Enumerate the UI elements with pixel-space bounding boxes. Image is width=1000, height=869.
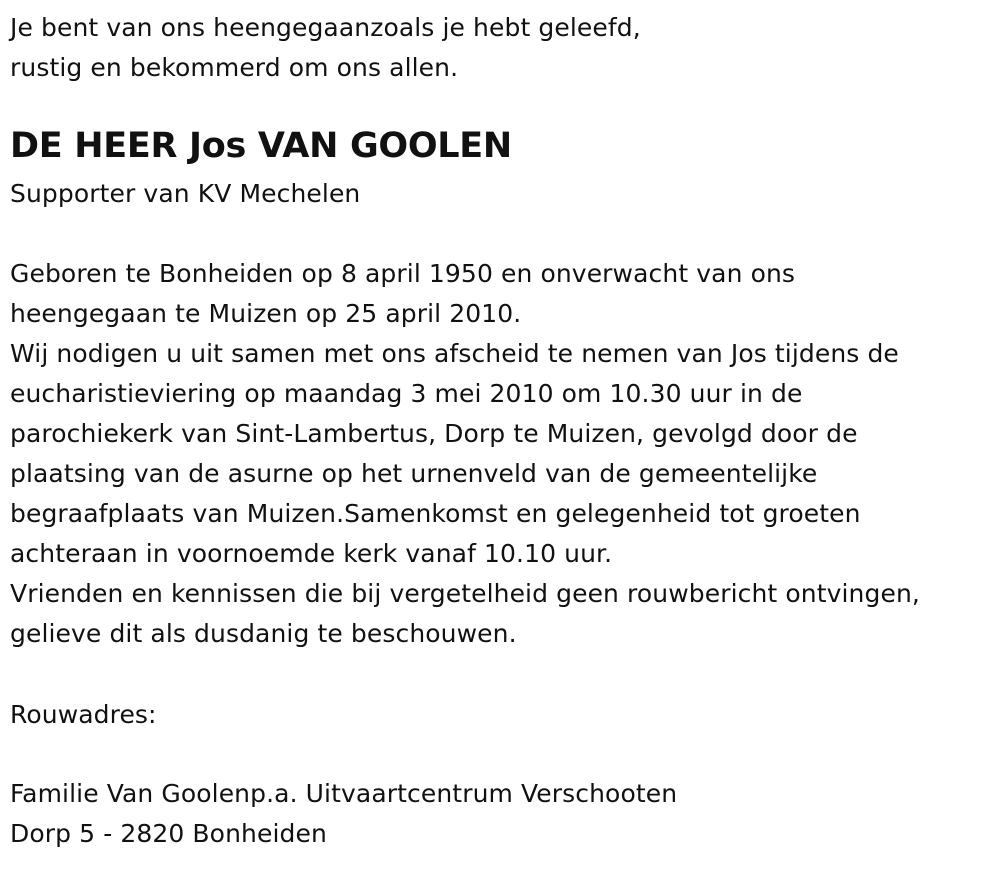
address-line: Familie Van Goolenp.a. Uitvaartcentrum Verschooten bbox=[10, 779, 678, 808]
body-line: gelieve dit als dusdanig te beschouwen. bbox=[10, 619, 517, 648]
mourning-address-label: Rouwadres: bbox=[10, 700, 157, 729]
quote-line: rustig en bekommerd om ons allen. bbox=[10, 53, 459, 82]
body-line: parochiekerk van Sint-Lambertus, Dorp te Muizen, gevolgd door de bbox=[10, 419, 858, 448]
body-line: begraafplaats van Muizen.Samenkomst en gelegenheid tot groeten bbox=[10, 499, 861, 528]
body-line: Vrienden en kennissen die bij vergetelheid geen rouwbericht ontvingen, bbox=[10, 579, 920, 608]
body-line: Geboren te Bonheiden op 8 april 1950 en onverwacht van ons bbox=[10, 259, 796, 288]
body-line: achteraan in voornoemde kerk vanaf 10.10 uur. bbox=[10, 539, 613, 568]
body-line: heengegaan te Muizen op 25 april 2010. bbox=[10, 299, 522, 328]
announcement-text bbox=[10, 254, 920, 654]
deceased-name: DE HEER Jos VAN GOOLEN bbox=[10, 126, 512, 166]
deceased-subtitle: Supporter van KV Mechelen bbox=[10, 179, 361, 208]
quote-line: Je bent van ons heengegaanzoals je hebt geleefd, bbox=[10, 13, 641, 42]
memorial-quote bbox=[10, 8, 641, 88]
body-line: plaatsing van de asurne op het urnenveld van de gemeentelijke bbox=[10, 459, 818, 488]
address-line: Dorp 5 - 2820 Bonheiden bbox=[10, 819, 327, 848]
mourning-address bbox=[10, 774, 677, 854]
body-line: Wij nodigen u uit samen met ons afscheid te nemen van Jos tijdens de bbox=[10, 339, 899, 368]
body-line: eucharistieviering op maandag 3 mei 2010 om 10.30 uur in de bbox=[10, 379, 803, 408]
